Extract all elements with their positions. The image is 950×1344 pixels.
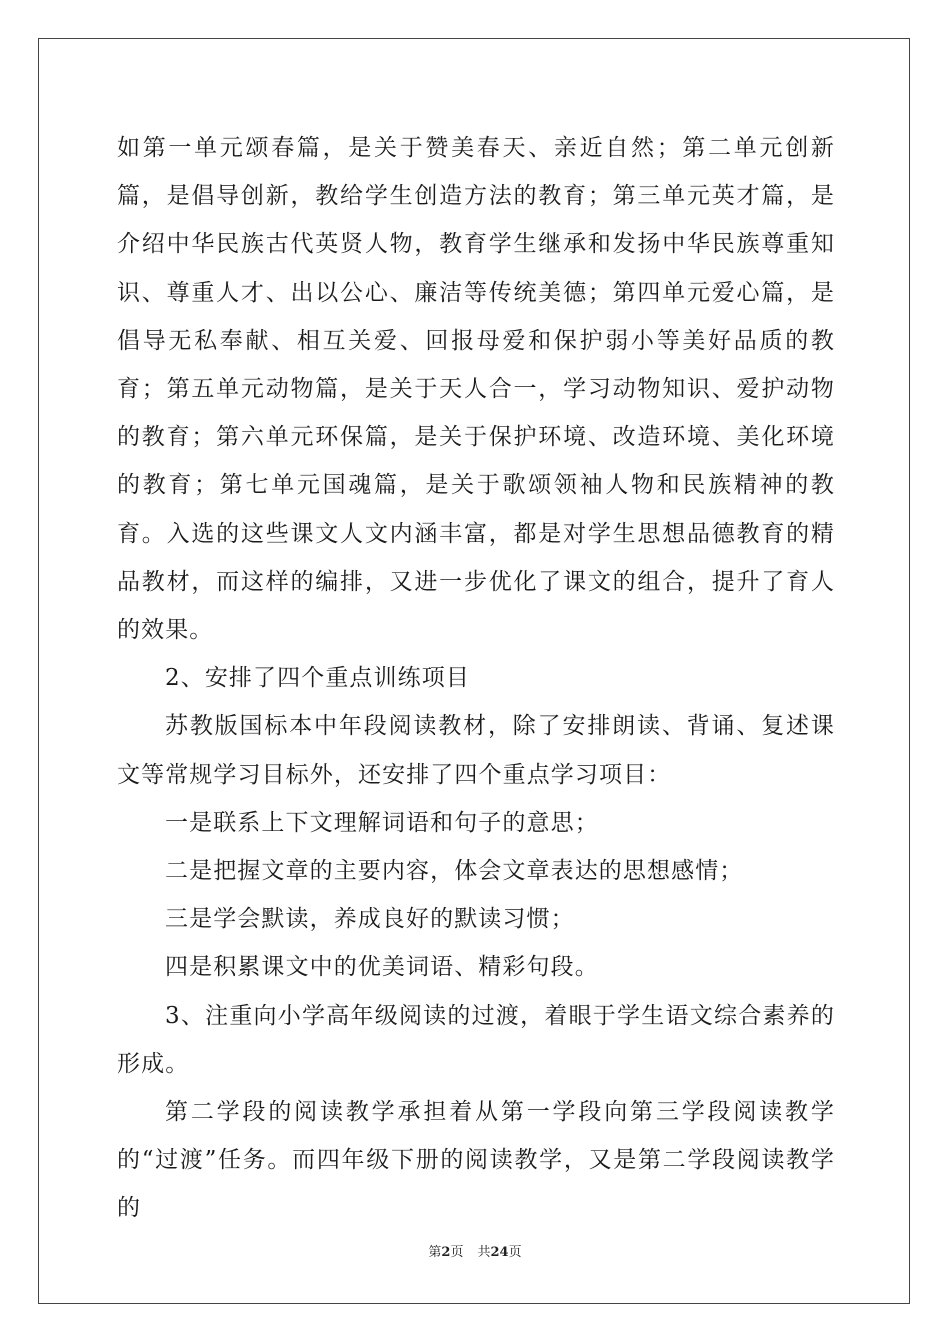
total-prefix: 共	[477, 1245, 491, 1260]
page-total: 24	[490, 1245, 509, 1260]
paragraph-transition: 第二学段的阅读教学承担着从第一学段向第三学段阅读教学的“过渡”任务。而四年级下册的阅读教学，又是第二学段阅读教学的	[117, 1099, 835, 1222]
page-current: 2	[441, 1245, 451, 1260]
total-suffix: 页	[508, 1245, 522, 1260]
list-item-2: 二是把握文章的主要内容，体会文章表达的思想感情；	[165, 858, 744, 885]
document-body	[117, 124, 835, 1233]
page-suffix: 页	[450, 1245, 464, 1260]
page-footer	[0, 1245, 950, 1261]
list-item-3: 三是学会默读，养成良好的默读习惯；	[165, 906, 575, 933]
page-prefix: 第	[428, 1245, 442, 1260]
paragraph-units-overview: 如第一单元颂春篇，是关于赞美春天、亲近自然；第二单元创新篇，是倡导创新，教给学生创造方法的教育；第三单元英才篇，是介绍中华民族古代英贤人物，教育学生继承和发扬中华民族尊重知识、尊重人才、出以公心、廉洁等传统美德；第四单元爱心篇，是倡导无私奉献、相互关爱、回报母爱和保护弱小等美好品质的教育；第五单元动物篇，是关于天人合一，学习动物知识、爱护动物的教育；第六单元环保篇，是关于保护环境、改造环境、美化环境的教育；第七单元国魂篇，是关于歌颂领袖人物和民族精神的教育。入选的这些课文人文内涵丰富，都是对学生思想品德教育的精品教材，而这样的编排，又进一步优化了课文的组合，提升了育人的效果。	[117, 135, 835, 644]
list-item-4: 四是积累课文中的优美词语、精彩句段。	[165, 954, 599, 981]
heading-transition: 3、注重向小学高年级阅读的过渡，着眼于学生语文综合素养的形成。	[117, 1002, 835, 1077]
paragraph-training-intro: 苏教版国标本中年段阅读教材，除了安排朗读、背诵、复述课文等常规学习目标外，还安排了四个重点学习项目：	[117, 713, 835, 788]
list-item-1: 一是联系上下文理解词语和句子的意思；	[165, 809, 599, 836]
heading-training-items: 2、安排了四个重点训练项目	[165, 665, 470, 692]
